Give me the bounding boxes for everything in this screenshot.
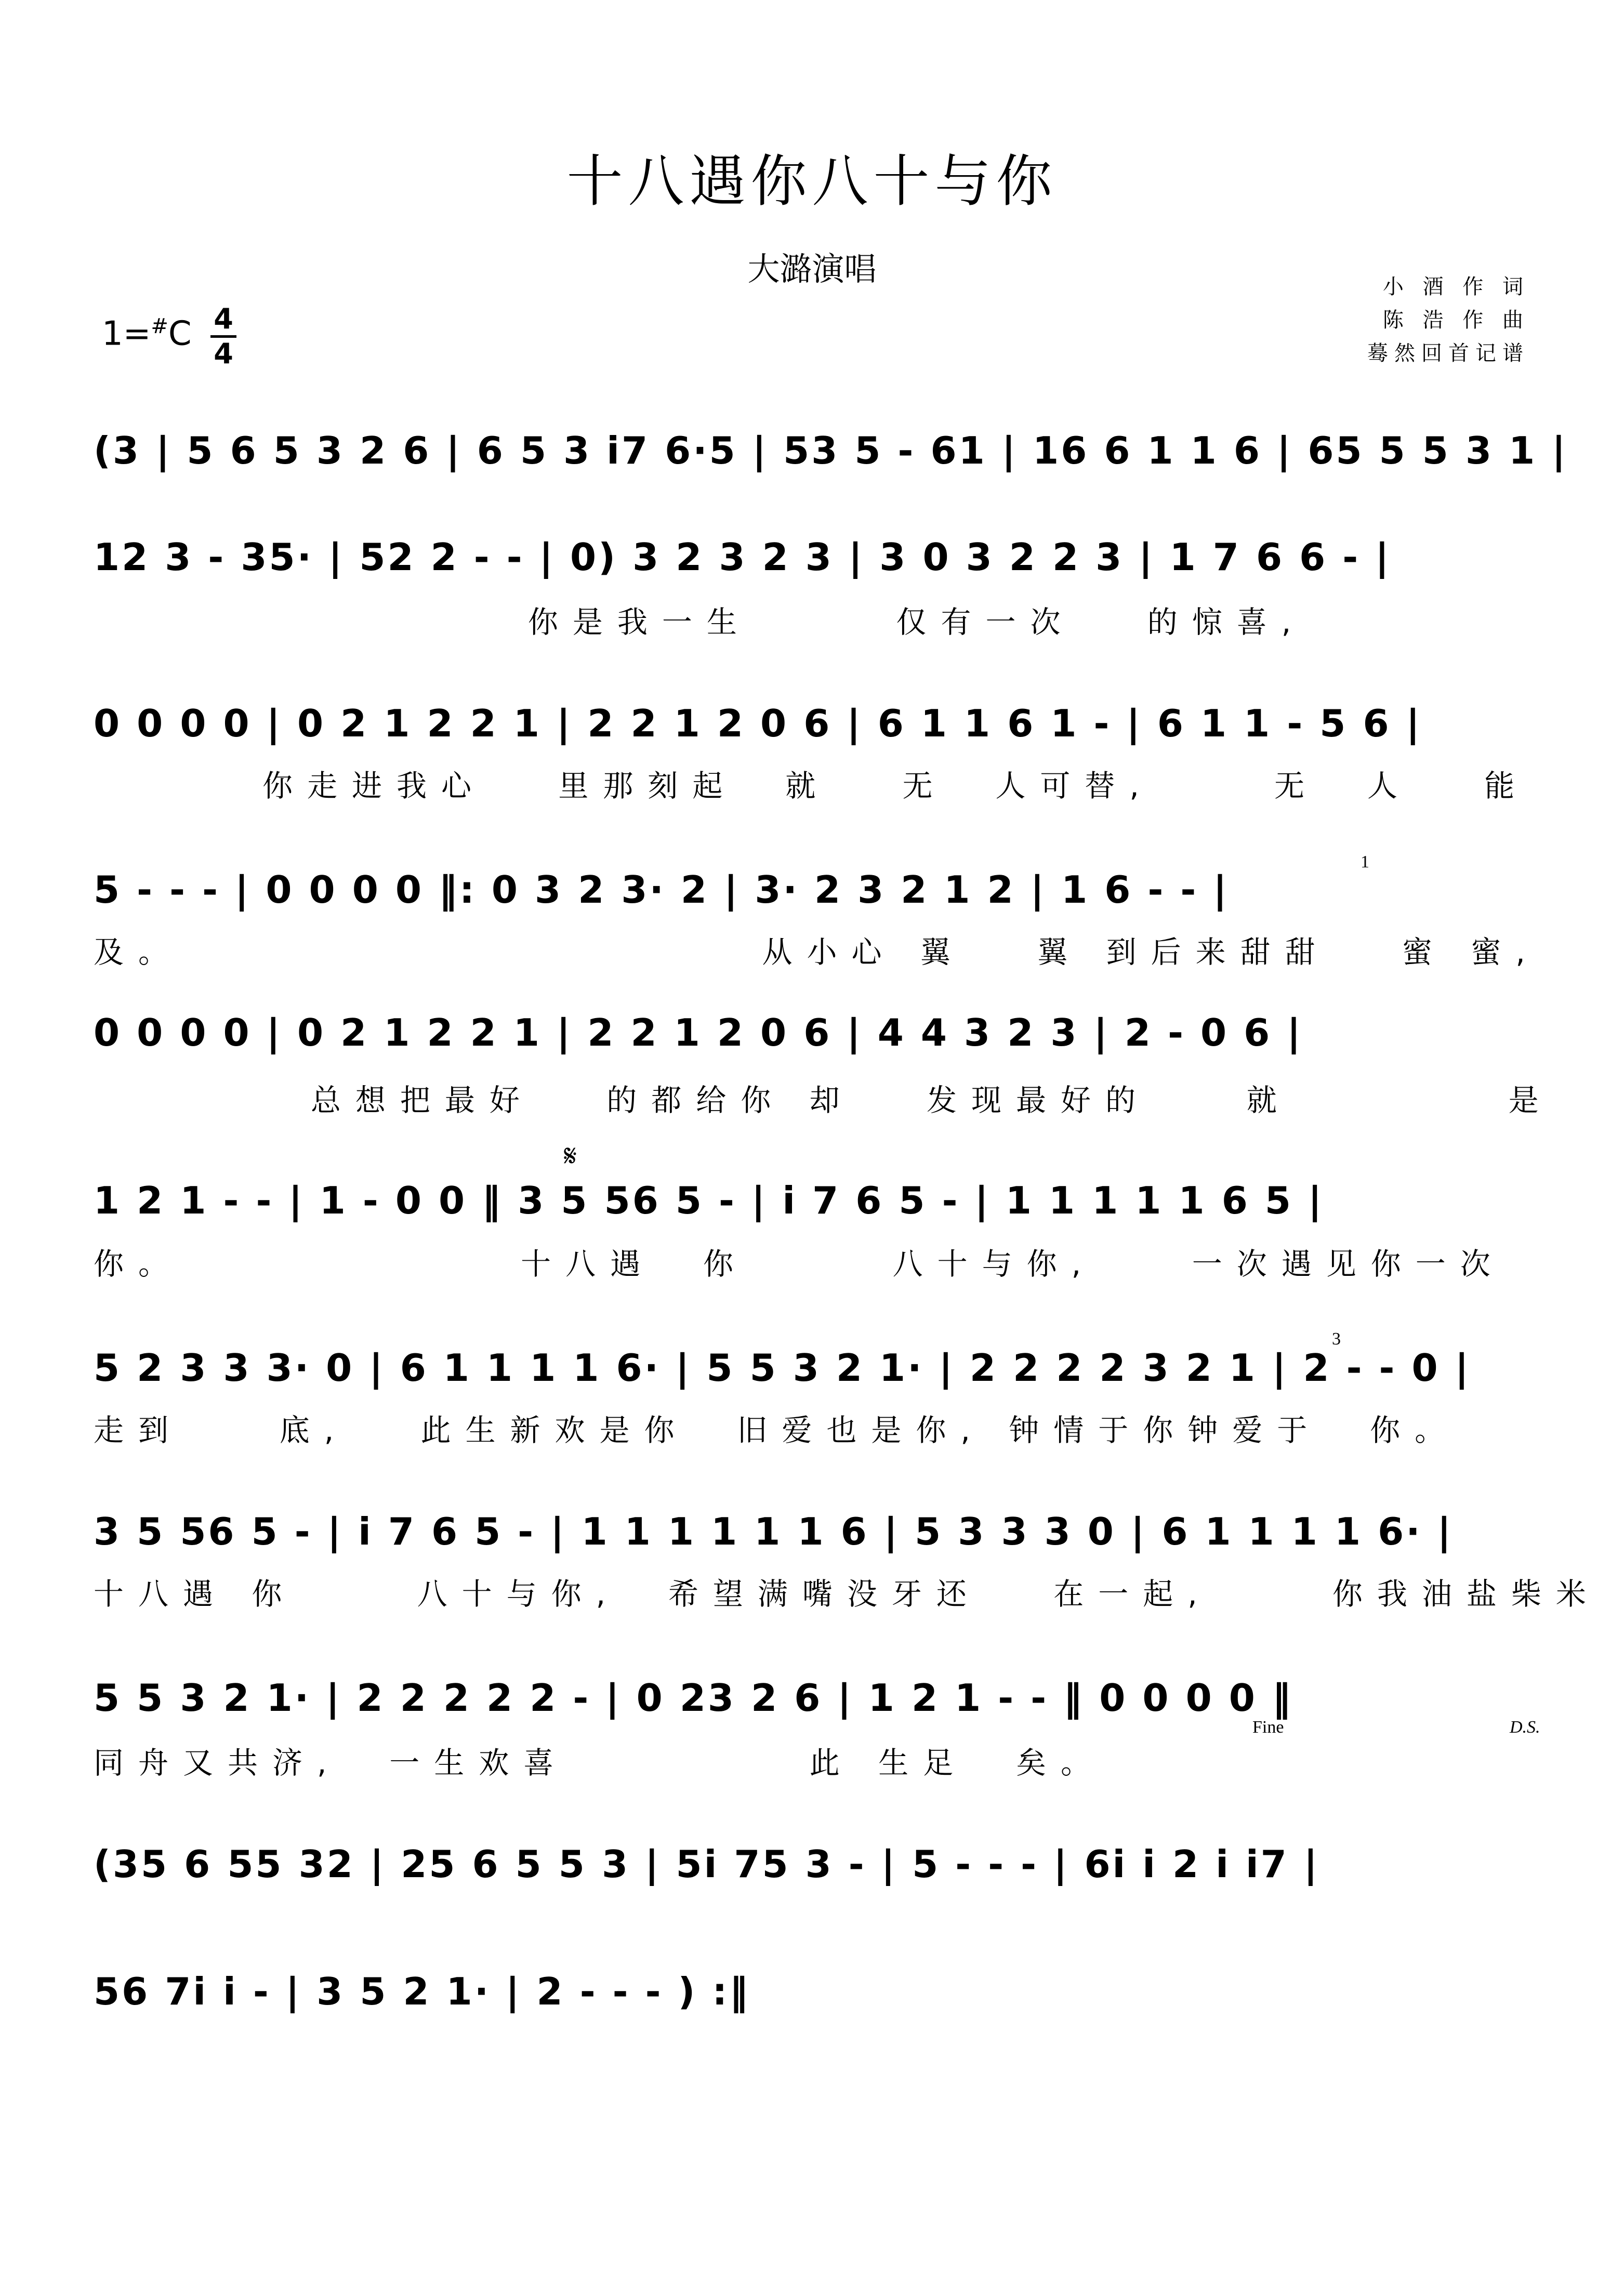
notation-row-4: 5 - - - | 0 0 0 0 ‖: 0 3 2 3· 2 | 3· 2 3 2 1 2 | 1 6 - - |: [94, 868, 1229, 912]
lyric-row-5: 总想把最好 的都给你 却 发现最好的 就 是: [94, 1083, 1553, 1118]
transcriber-credit: 蓦然回首记谱: [1367, 341, 1529, 365]
notation-row-2: 12 3 - 35· | 52 2 - - | 0) 3 2 3 2 3 | 3 0 3 2 2 3 | 1 7 6 6 - |: [94, 535, 1391, 579]
lyric-row-3: 你走进我心 里那刻起 就 无 人可替, 无 人 能: [94, 768, 1529, 803]
notation-row-6: 1 2 1 - - | 1 - 0 0 ‖ 3 5 56 5 - | i 7 6 5 - | 1 1 1 1 1 6 5 |: [94, 1179, 1324, 1222]
notation-row-5: 0 0 0 0 | 0 2 1 2 2 1 | 2 2 1 2 0 6 | 4 4 3 2 3 | 2 - 0 6 |: [94, 1011, 1303, 1054]
notation-row-9: 5 5 3 2 1· | 2 2 2 2 2 - | 0 23 2 6 | 1 2 1 - - ‖ 0 0 0 0 ‖: [94, 1676, 1293, 1720]
sharp-sign: #: [151, 314, 168, 338]
song-title: 十八遇你八十与你: [566, 149, 1058, 214]
composer-credit: 陈 浩 作 曲: [1382, 308, 1529, 332]
notation-row-8: 3 5 56 5 - | i 7 6 5 - | 1 1 1 1 1 1 6 | 5 3 3 3 0 | 6 1 1 1 1 6· |: [94, 1510, 1453, 1553]
singer-line: 大潞演唱: [747, 250, 877, 288]
ds-mark: D.S.: [1510, 1718, 1540, 1737]
time-top: 4: [214, 302, 233, 335]
key-signature: [102, 314, 192, 353]
notation-row-7: 5 2 3 3 3· 0 | 6 1 1 1 1 6· | 5 5 3 2 1· | 2 2 2 2 3 2 1 | 2 - - 0 |: [94, 1346, 1471, 1390]
notation-row-1: (3 | 5 6 5 3 2 6 | 6 5 3 i7 6·5 | 53 5 - 61 | 16 6 1 1 6 | 65 5 5 3 1 |: [94, 429, 1568, 472]
time-signature: [210, 304, 236, 369]
grace-note-1: 1: [1361, 852, 1369, 872]
lyric-row-7: 走到 底, 此生新欢是你 旧爱也是你, 钟情于你钟爱于 你。: [94, 1413, 1460, 1448]
grace-note-3: 3: [1332, 1329, 1341, 1349]
lyric-row-6: 你。 十八遇 你 八十与你, 一次遇见你一次: [94, 1246, 1505, 1282]
lyric-row-4: 及。 从小心 翼 翼 到后来甜甜 蜜 蜜,: [94, 934, 1540, 970]
lyric-row-8: 十八遇 你 八十与你, 希望满嘴没牙还 在一起, 你我油盐柴米: [94, 1576, 1601, 1612]
segno-sign: 𝄋: [564, 1138, 577, 1173]
notation-row-11: 56 7i i - | 3 5 2 1· | 2 - - - ) :‖: [94, 1970, 750, 2013]
key-base: 1=: [102, 314, 151, 353]
time-bottom: 4: [214, 337, 233, 370]
lyric-row-9: 同舟又共济, 一生欢喜 此 生足 矣。: [94, 1745, 1105, 1780]
key-note: C: [168, 314, 192, 353]
credits-block: [1367, 270, 1529, 370]
lyricist-credit: 小 酒 作 词: [1382, 275, 1529, 299]
notation-row-10: (35 6 55 32 | 25 6 5 5 3 | 5i 75 3 - | 5 - - - | 6i i 2 i i7 |: [94, 1842, 1320, 1886]
lyric-row-2: 你是我一生 仅有一次 的惊喜,: [94, 604, 1306, 640]
notation-row-3: 0 0 0 0 | 0 2 1 2 2 1 | 2 2 1 2 0 6 | 6 1 1 6 1 - | 6 1 1 - 5 6 |: [94, 702, 1422, 745]
fine-mark: Fine: [1252, 1718, 1284, 1737]
